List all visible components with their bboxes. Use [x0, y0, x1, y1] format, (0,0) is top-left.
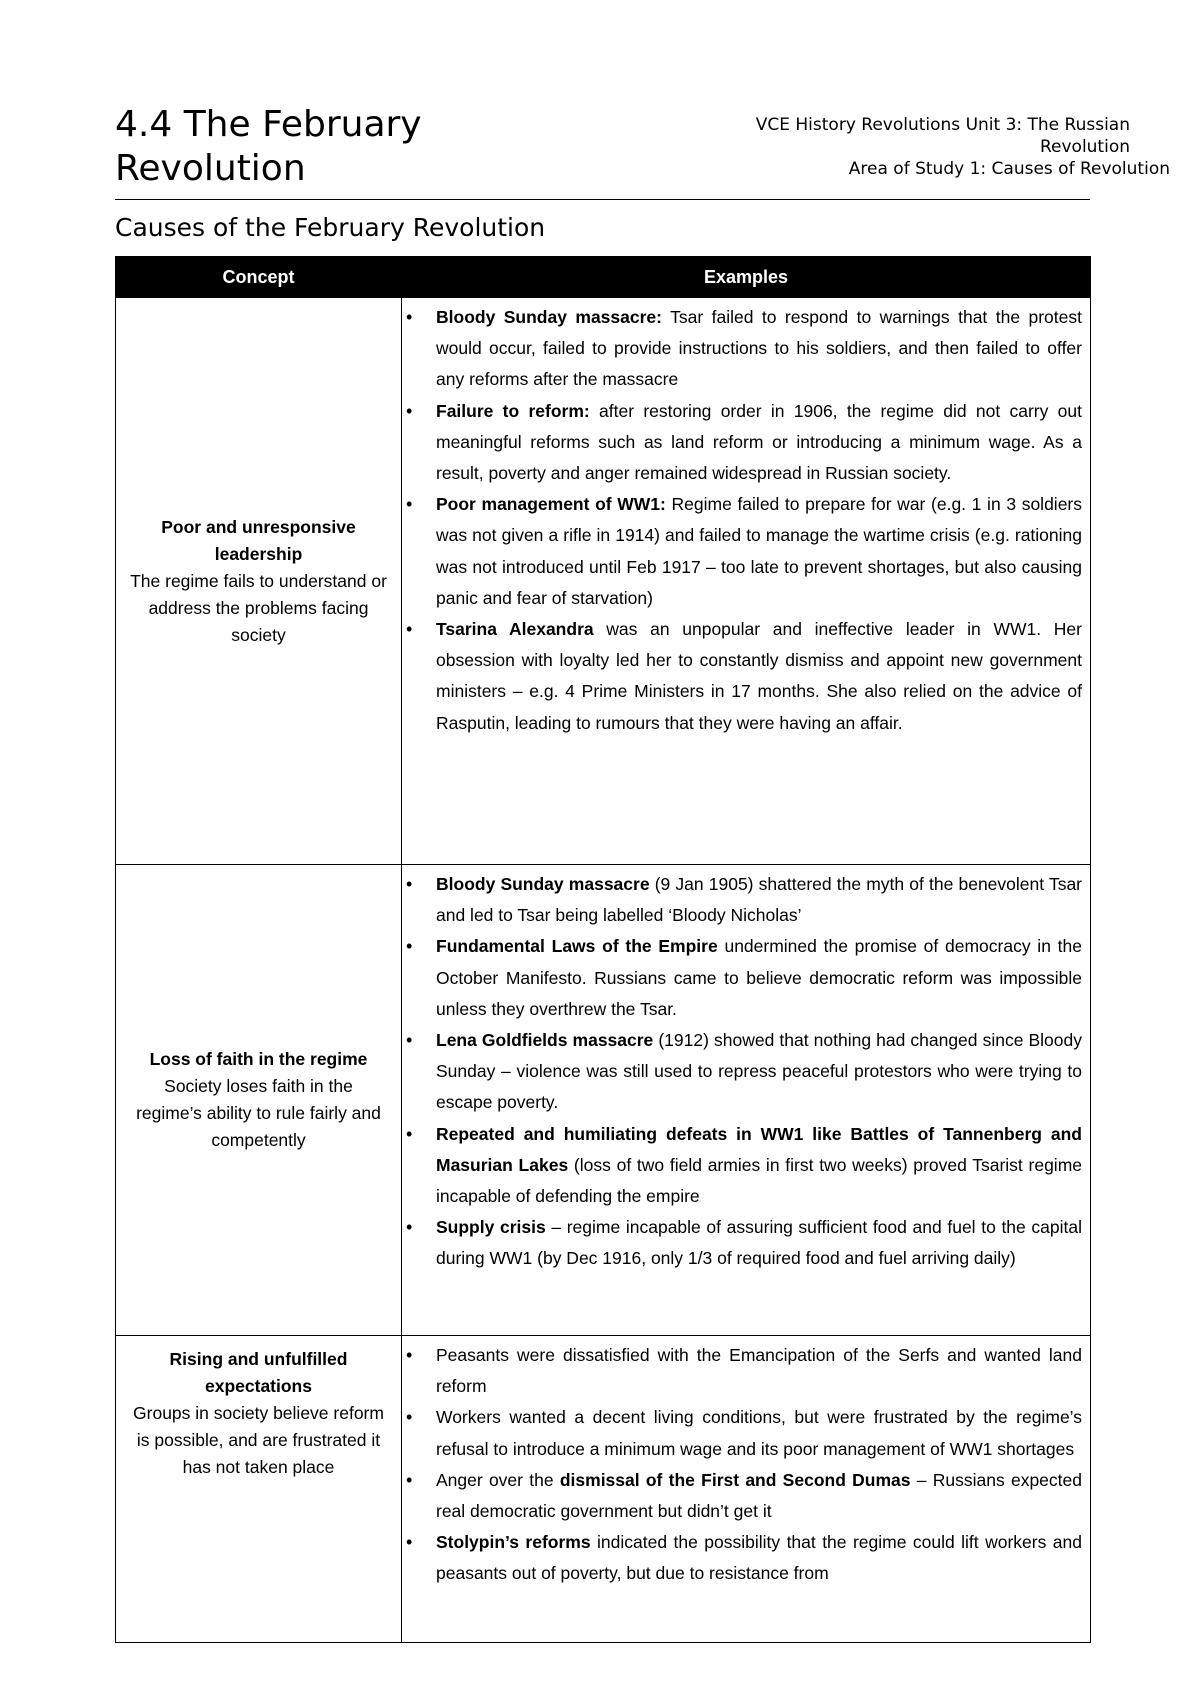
course-line2: Revolution [1039, 137, 1130, 157]
examples-cell [402, 298, 1091, 865]
concept-name: Loss of faith in the regime [149, 1049, 368, 1069]
list-item: • Poor management of WW1: Regime failed to prepare for war (e.g. 1 in 3 soldiers was not given a rifle in 1914) and failed to manage the wartime crisis (e.g. rationing was not introduced until Feb 1917 – too late to prevent shortages, but also causing panic and fear of starvation) [402, 489, 1082, 614]
table-header-row [116, 257, 1091, 298]
list-item: • Supply crisis – regime incapable of assuring sufficient food and fuel to the capital during WW1 (by Dec 1916, only 1/3 of required food and fuel arriving daily) [402, 1212, 1082, 1274]
examples-list [402, 302, 1082, 739]
examples-list [402, 869, 1082, 1275]
bullet-icon: • [406, 1030, 413, 1051]
bullet-icon: • [406, 1123, 413, 1144]
page-title-line2: Revolution [115, 148, 306, 189]
concept-name: Poor and unresponsive leadership [161, 516, 356, 564]
list-item: • Peasants were dissatisfied with the Emancipation of the Serfs and wanted land reform [402, 1340, 1082, 1402]
examples-cell [402, 1336, 1091, 1643]
bullet-icon: • [406, 1532, 413, 1553]
bullet-icon: • [406, 619, 413, 640]
bullet-icon: • [406, 400, 413, 421]
concept-cell [116, 298, 402, 865]
list-item: • Fundamental Laws of the Empire undermined the promise of democracy in the October Manifesto. Russians came to believe democratic reform was impossible unless they overthrew the Tsar. [402, 931, 1082, 1025]
bullet-icon: • [406, 494, 413, 515]
bullet-icon: • [406, 874, 413, 894]
causes-table [115, 256, 1091, 1643]
table-row [116, 865, 1091, 1336]
concept-description: The regime fails to understand or address the problems facing society [130, 570, 387, 645]
list-item: • Bloody Sunday massacre: Tsar failed to respond to warnings that the protest would occur, failed to provide instructions to his soldiers, and then failed to offer any reforms after the massacre [402, 302, 1082, 396]
list-item: • Lena Goldfields massacre (1912) showed that nothing had changed since Bloody Sunday – violence was still used to repress peaceful protestors who were trying to escape poverty. [402, 1025, 1082, 1119]
bullet-icon: • [406, 1217, 413, 1238]
course-line1: VCE History Revolutions Unit 3: The Russian [755, 115, 1130, 135]
bullet-icon: • [406, 1407, 413, 1428]
page-title [115, 103, 422, 191]
concept-name: Rising and unfulfilled expectations [169, 1349, 348, 1396]
list-item: • Failure to reform: after restoring order in 1906, the regime did not carry out meaningful reforms such as land reform or introducing a minimum wage. As a result, poverty and anger remained widespread in Russian society. [402, 396, 1082, 490]
list-item: • Repeated and humiliating defeats in WW1 like Battles of Tannenberg and Masurian Lakes (loss of two field armies in first two weeks) proved Tsarist regime incapable of defending the empire [402, 1119, 1082, 1213]
list-item: • Tsarina Alexandra was an unpopular and ineffective leader in WW1. Her obsession with loyalty led her to constantly dismiss and appoint new government ministers – e.g. 4 Prime Ministers in 17 months. She also relied on the advice of Rasputin, leading to rumours that they were having an affair. [402, 614, 1082, 739]
bullet-icon: • [406, 1345, 413, 1365]
area-of-study: Area of Study 1: Causes of Revolution [848, 159, 1170, 179]
bullet-icon: • [406, 1469, 413, 1490]
page-title-line1: 4.4 The February [115, 104, 422, 145]
concept-cell [116, 865, 402, 1336]
list-item: • Workers wanted a decent living conditions, but were frustrated by the regime’s refusal to introduce a minimum wage and its poor management of WW1 shortages [402, 1402, 1082, 1464]
bullet-icon: • [406, 936, 413, 957]
course-header [650, 114, 1170, 180]
concept-description: Groups in society believe reform is possible, and are frustrated it has not taken place [133, 1403, 384, 1477]
list-item: • Bloody Sunday massacre (9 Jan 1905) shattered the myth of the benevolent Tsar and led to Tsar being labelled ‘Bloody Nicholas’ [402, 869, 1082, 931]
section-title: Causes of the February Revolution [115, 213, 546, 242]
concept-description: Society loses faith in the regime’s ability to rule fairly and competently [136, 1076, 381, 1150]
header-divider [115, 199, 1090, 200]
examples-cell [402, 865, 1091, 1336]
table-row [116, 1336, 1091, 1643]
list-item: • Anger over the dismissal of the First and Second Dumas – Russians expected real democratic government but didn’t get it [402, 1465, 1082, 1527]
concept-cell [116, 1336, 402, 1643]
column-header-examples: Examples [402, 257, 1091, 298]
examples-list [402, 1340, 1082, 1590]
list-item: • Stolypin’s reforms indicated the possibility that the regime could lift workers and peasants out of poverty, but due to resistance from [402, 1527, 1082, 1589]
column-header-concept: Concept [116, 257, 402, 298]
table-row [116, 298, 1091, 865]
bullet-icon: • [406, 307, 413, 327]
